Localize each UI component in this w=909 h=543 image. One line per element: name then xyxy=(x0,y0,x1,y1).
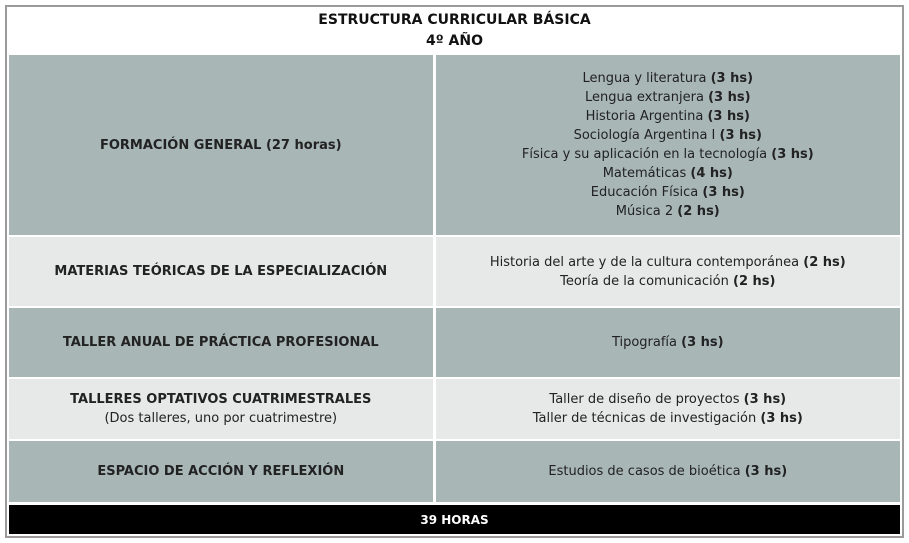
row-subjects-cell xyxy=(436,237,900,306)
table-row-materias-teoricas xyxy=(9,237,900,306)
subject-item: Educación Física (3 hs) xyxy=(590,185,745,200)
subject-item: Taller de diseño de proyectos (3 hs) xyxy=(549,392,787,407)
table-row-espacio-accion xyxy=(9,441,900,502)
row-subjects-cell xyxy=(436,379,900,439)
subject-item: Tipografía (3 hs) xyxy=(611,335,724,350)
subject-item: Música 2 (2 hs) xyxy=(615,204,720,219)
subject-item: Historia Argentina (3 hs) xyxy=(585,109,750,124)
row-subjects-cell xyxy=(436,441,900,502)
row-label-cell xyxy=(9,308,433,377)
table-title xyxy=(7,7,902,55)
subject-item: Taller de técnicas de investigación (3 hs) xyxy=(532,411,803,426)
subject-item: Sociología Argentina I (3 hs) xyxy=(573,128,762,143)
title-line-1: ESTRUCTURA CURRICULAR BÁSICA xyxy=(318,12,591,28)
total-hours-footer xyxy=(9,505,900,534)
row-label-cell xyxy=(9,237,433,306)
subject-item: Teoría de la comunicación (2 hs) xyxy=(560,273,776,289)
row-label: ESPACIO DE ACCIÓN Y REFLEXIÓN xyxy=(97,464,345,479)
subject-item: Historia del arte y de la cultura contemporánea (2 hs) xyxy=(489,254,846,270)
table-row-formacion-general xyxy=(9,55,900,235)
row-label: TALLERES OPTATIVOS CUATRIMESTRALES xyxy=(70,392,372,407)
table-row-taller-anual xyxy=(9,308,900,377)
subject-item: Física y su aplicación en la tecnología (3 hs) xyxy=(521,147,814,162)
row-label-cell xyxy=(9,379,433,439)
row-subjects-cell xyxy=(436,55,900,235)
curriculum-table xyxy=(5,5,904,538)
subject-item: Lengua y literatura (3 hs) xyxy=(582,71,754,86)
table-row-talleres-optativos xyxy=(9,379,900,439)
row-label-cell xyxy=(9,55,433,235)
title-line-2: 4º AÑO xyxy=(426,33,483,49)
row-label: FORMACIÓN GENERAL (27 horas) xyxy=(99,137,342,153)
row-sublabel: (Dos talleres, uno por cuatrimestre) xyxy=(104,411,338,426)
row-label: TALLER ANUAL DE PRÁCTICA PROFESIONAL xyxy=(62,335,379,350)
row-label: MATERIAS TEÓRICAS DE LA ESPECIALIZACIÓN xyxy=(54,264,388,279)
row-label-cell xyxy=(9,441,433,502)
subject-item: Lengua extranjera (3 hs) xyxy=(585,90,751,105)
total-hours: 39 HORAS xyxy=(420,512,489,527)
subject-item: Matemáticas (4 hs) xyxy=(602,166,733,181)
row-subjects-cell xyxy=(436,308,900,377)
subject-item: Estudios de casos de bioética (3 hs) xyxy=(548,464,788,479)
